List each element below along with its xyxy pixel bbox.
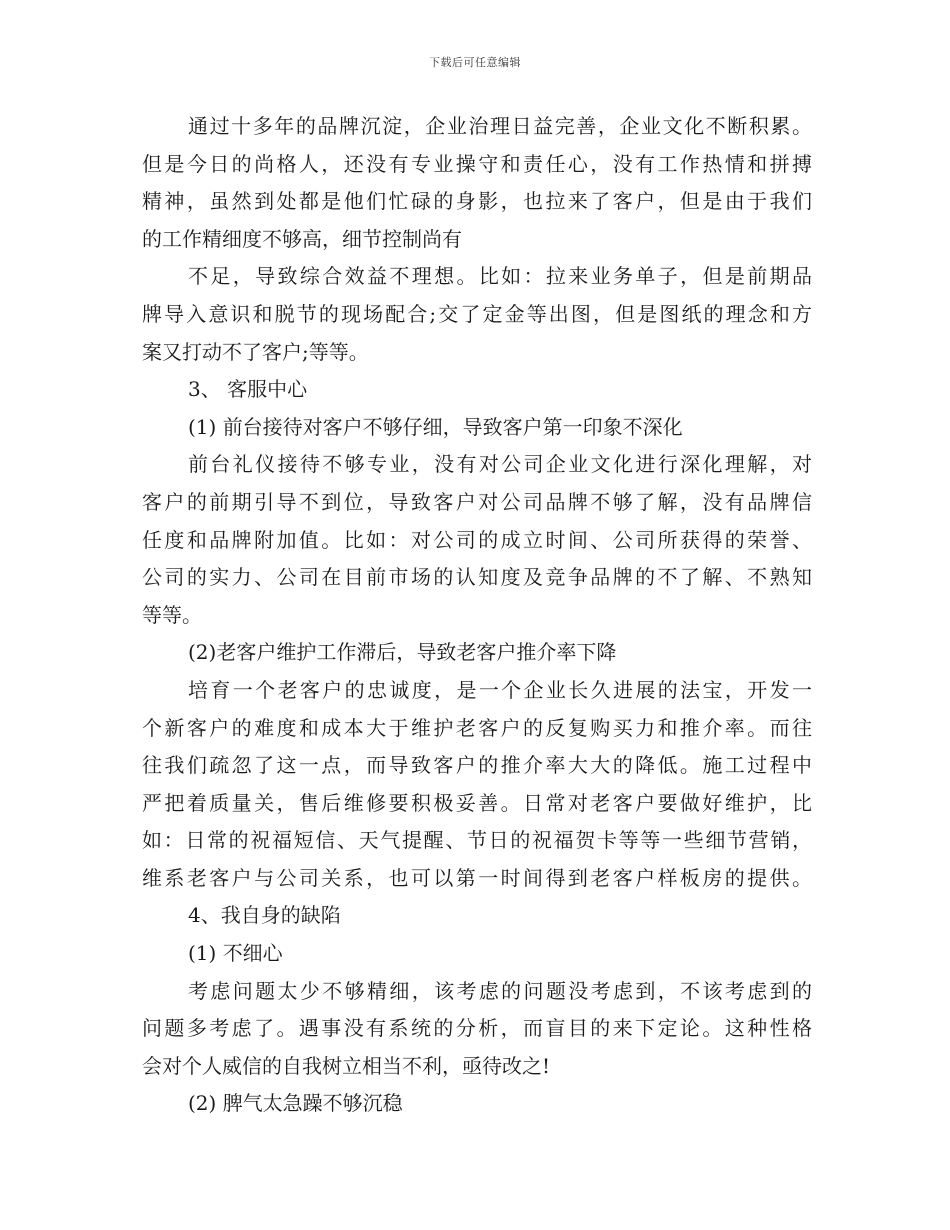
text-line: 精神，虽然到处都是他们忙碌的身影，也拉来了客户，但是由于我们 xyxy=(142,189,812,214)
text-line: 问题多考虑了。遇事没有系统的分析，而盲目的来下定论。这种性格 xyxy=(142,1016,812,1041)
text-line: 牌导入意识和脱节的现场配合;交了定金等出图，但是图纸的理念和方 xyxy=(142,301,812,326)
text-line: 不足，导致综合效益不理想。比如：拉来业务单子，但是前期品 xyxy=(188,264,812,289)
text-line: 考虑问题太少不够精细，该考虑的问题没考虑到，不该考虑到的 xyxy=(188,978,812,1003)
text-line: 但是今日的尚格人，还没有专业操守和责任心，没有工作热情和拼搏 xyxy=(142,151,812,176)
text-line: 客户的前期引导不到位，导致客户对公司品牌不够了解，没有品牌信 xyxy=(142,489,812,514)
text-line: 4、我自身的缺陷 xyxy=(188,903,341,928)
text-line: (2) 脾气太急躁不够沉稳 xyxy=(188,1091,403,1116)
text-line: 个新客户的难度和成本大于维护老客户的反复购买力和推介率。而往 xyxy=(142,715,812,740)
text-line: 往我们疏忽了这一点，而导致客户的推介率大大的降低。施工过程中 xyxy=(142,753,812,778)
text-line: 培育一个老客户的忠诚度，是一个企业长久进展的法宝，开发一 xyxy=(188,677,812,702)
text-line: 如：日常的祝福短信、天气提醒、节日的祝福贺卡等等一些细节营销， xyxy=(142,828,812,853)
text-line: 任度和品牌附加值。比如：对公司的成立时间、公司所获得的荣誉、 xyxy=(142,527,812,552)
text-line: 等等。 xyxy=(142,602,202,627)
text-line: 前台礼仪接待不够专业，没有对公司企业文化进行深化理解，对 xyxy=(188,452,812,477)
text-line: 通过十多年的品牌沉淀，企业治理日益完善，企业文化不断积累。 xyxy=(188,114,812,138)
text-line: 公司的实力、公司在目前市场的认知度及竞争品牌的不了解、不熟知 xyxy=(142,565,812,590)
text-line: 的工作精细度不够高，细节控制尚有 xyxy=(142,226,462,251)
text-line: (2)老客户维护工作滞后，导致老客户推介率下降 xyxy=(188,640,617,665)
document-body xyxy=(142,108,812,1123)
text-line: (1) 前台接待对客户不够仔细，导致客户第一印象不深化 xyxy=(188,414,683,439)
text-line: 会对个人威信的自我树立相当不利，亟待改之! xyxy=(142,1053,551,1078)
text-line: 3、 客服中心 xyxy=(188,377,308,402)
text-line: 严把着质量关，售后维修要积极妥善。日常对老客户要做好维护，比 xyxy=(142,790,812,815)
text-line: (1) 不细心 xyxy=(188,941,283,966)
page-header: 下载后可任意编辑 xyxy=(429,56,521,69)
text-line: 案又打动不了客户;等等。 xyxy=(142,339,369,364)
text-line: 维系老客户与公司关系，也可以第一时间得到老客户样板房的提供。 xyxy=(142,865,812,890)
